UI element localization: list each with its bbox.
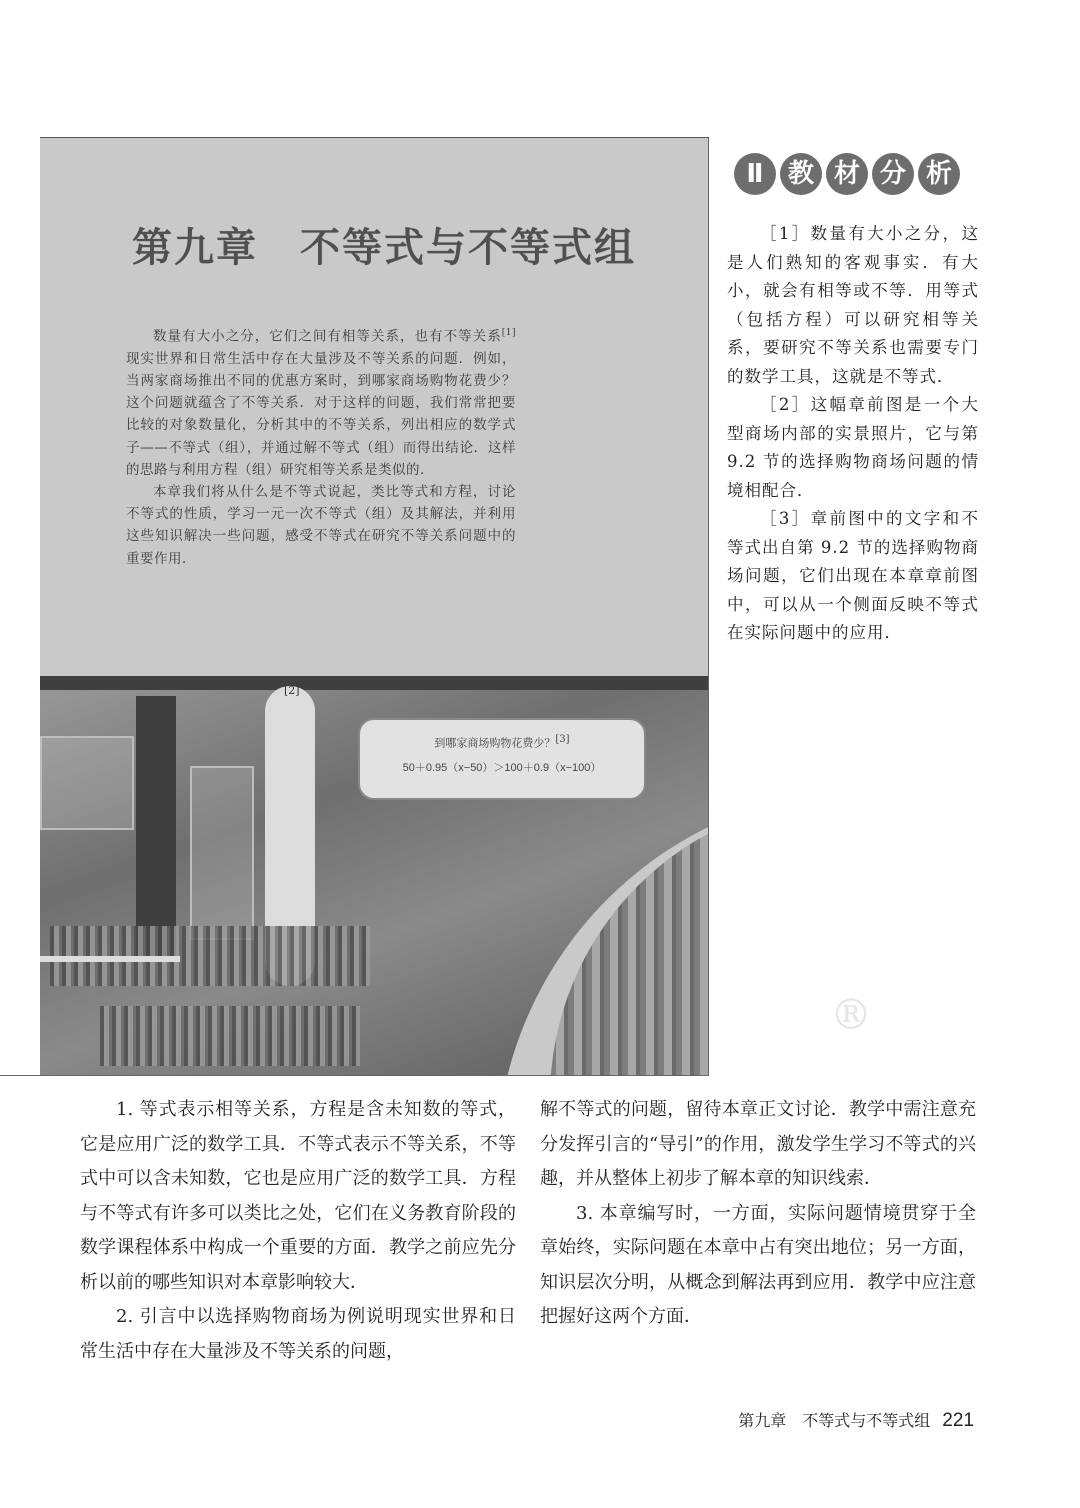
body-paragraph-2: 2. 引言中以选择购物商场为例说明现实世界和日常生活中存在大量涉及不等关系的问题， [80,1306,516,1362]
body-column-left [80,1093,516,1369]
analysis-badge-4: 析 [918,153,960,195]
chapter-opener-panel [40,138,709,1076]
page-footer [738,1408,974,1432]
body-paragraph-2-continued: 解不等式的问题，留待本章正文讨论．教学中需注意充分发挥引言的“导引”的作用，激发学生学习不等式的兴趣，并从整体上初步了解本章的知识线索． [540,1099,976,1189]
chapter-intro [126,322,516,570]
body-paragraph-3: 3. 本章编写时，一方面，实际问题情境贯穿于全章始终，实际问题在本章中占有突出地位；另一方面，知识层次分明，从概念到解法再到应用．教学中应注意把握好这两个方面． [540,1202,976,1327]
analysis-notes [727,220,979,648]
intro-paragraph-1: 数量有大小之分，它们之间有相等关系，也有不等关系[1]现实世界和日常生活中存在大量涉及不等关系的问题．例如，当两家商场推出不同的优惠方案时，到哪家商场购物花费少？这个问题就蕴含了不等关系．对于这样的问题，我们常常把要比较的对象数量化，分析其中的不等关系，列出相应的数学式子——不等式（组），并通过解不等式（组）而得出结论．这样的思路与利用方程（组）研究相等关系是类似的． [126,328,516,478]
left-margin [0,137,40,1076]
callout-question: 到哪家商场购物花费少？[3] [434,734,570,750]
analysis-note-3: ［3］章前图中的文字和不等式出自第 9.2 节的选择购物商场问题，它们出现在本章章前图中，可以从一个侧面反映不等式在实际问题中的应用． [727,509,979,642]
body-paragraph-1: 1. 等式表示相等关系，方程是含未知数的等式，它是应用广泛的数学工具．不等式表示不等关系，不等式中可以含未知数，它也是应用广泛的数学工具．方程与不等式有许多可以类比之处，它们在义务教育阶段的数学课程体系中构成一个重要的方面．教学之前应先分析以前的哪些知识对本章影响较大． [80,1099,516,1293]
registered-watermark: ® [830,990,872,1039]
analysis-badge-3: 分 [872,153,914,195]
photo-ref-label: [2] [284,684,300,697]
analysis-header [734,153,960,195]
body-column-right [540,1093,976,1335]
chapter-title: 第九章 不等式与不等式组 [132,224,636,271]
running-head: 第九章 不等式与不等式组 [738,1411,931,1430]
intro-paragraph-2: 本章我们将从什么是不等式说起，类比等式和方程，讨论不等式的性质，学习一元一次不等式（组）及其解法，并利用这些知识解决一些问题，感受不等式在研究不等关系问题中的重要作用． [126,483,516,567]
callout-ref: [3] [555,734,570,745]
analysis-note-2: ［2］这幅章前图是一个大型商场内部的实景照片，它与第 9.2 节的选择购物商场问题的情境相配合． [727,395,979,500]
analysis-badge-roman: Ⅱ [734,153,776,195]
intro-ref-1: [1] [501,328,516,338]
callout-inequality: 50＋0.95（x−50）＞100＋0.9（x−100） [402,761,602,774]
page-number: 221 [942,1410,974,1431]
analysis-badge-1: 教 [780,153,822,195]
analysis-badge-2: 材 [826,153,868,195]
analysis-note-1: ［1］数量有大小之分，这是人们熟知的客观事实．有大小，就会有相等或不等．用等式（包括方程）可以研究相等关系，要研究不等关系也需要专门的数学工具，这就是不等式． [727,224,979,386]
callout-bubble [358,718,646,800]
